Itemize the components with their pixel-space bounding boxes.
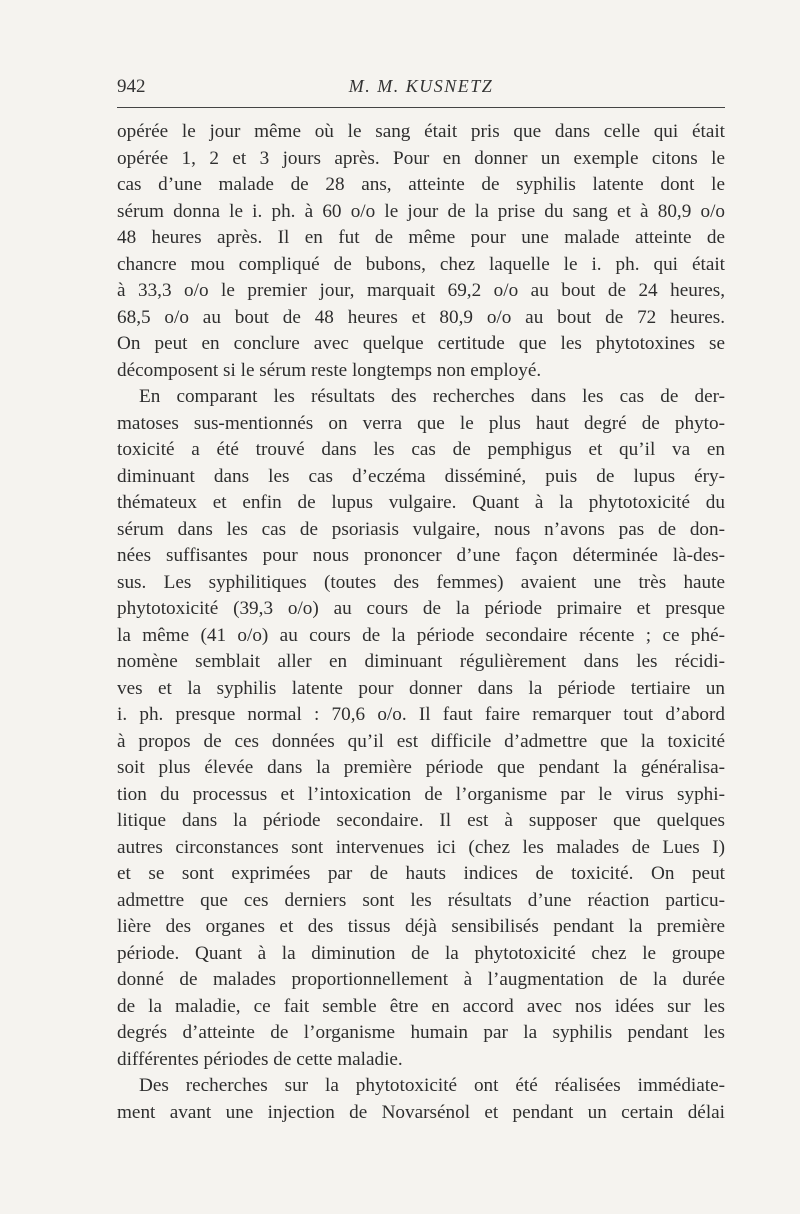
paragraph-1 [117, 119, 725, 384]
text-line: à 33,3 o/o le premier jour, marquait 69,2 o/o au bout de 24 heures, [117, 280, 725, 301]
text-line: admettre que ces derniers sont les résultats d’une réaction particu- [117, 889, 725, 911]
text-line: donné de malades proportionnellement à l’augmentation de la durée [117, 969, 725, 990]
text-line: degrés d’atteinte de l’organisme humain par la syphilis pendant les [117, 1022, 725, 1043]
text-line: opérée le jour même où le sang était pris que dans celle qui était [117, 121, 725, 142]
text-line: opérée 1, 2 et 3 jours après. Pour en donner un exemple citons le [117, 147, 725, 169]
text-line: soit plus élevée dans la première période que pendant la généralisa- [117, 757, 725, 778]
text-line: nées suffisantes pour nous prononcer d’une façon déterminée là-des- [117, 545, 725, 566]
text-line: En comparant les résultats des recherches dans les cas de der- [139, 386, 725, 407]
text-line: cas d’une malade de 28 ans, atteinte de syphilis latente dont le [117, 174, 725, 195]
text-line: chancre mou compliqué de bubons, chez laquelle le i. ph. qui était [117, 253, 725, 275]
text-line: litique dans la période secondaire. Il est à supposer que quelques [117, 810, 725, 831]
text-line: toxicité a été trouvé dans les cas de pemphigus et qu’il va en [117, 439, 725, 460]
paragraph-2 [117, 384, 725, 1073]
text-line: la même (41 o/o) au cours de la période secondaire récente ; ce phé- [117, 624, 725, 646]
text-line: Des recherches sur la phytotoxicité ont été réalisées immédiate- [139, 1075, 725, 1096]
text-line: lière des organes et des tissus déjà sensibilisés pendant la première [117, 916, 725, 937]
header-rule [117, 107, 725, 108]
text-line: autres circonstances sont intervenues ici (chez les malades de Lues I) [117, 836, 725, 858]
text-line: nomène semblait aller en diminuant régulièrement dans les récidi- [117, 651, 725, 672]
text-line: sus. Les syphilitiques (toutes des femmes) avaient une très haute [117, 571, 725, 593]
text-line: 48 heures après. Il en fut de même pour une malade atteinte de [117, 227, 725, 248]
running-title: M. M. KUSNETZ [348, 76, 494, 96]
text-line: 68,5 o/o au bout de 48 heures et 80,9 o/o au bout de 72 heures. [117, 306, 725, 328]
text-line: et se sont exprimées par de hauts indices de toxicité. On peut [117, 863, 725, 884]
text-line: thémateux et enfin de lupus vulgaire. Quant à la phytotoxicité du [117, 492, 725, 513]
text-line: matoses sus-mentionnés on verra que le plus haut degré de phyto- [117, 412, 725, 434]
text-line: ves et la syphilis latente pour donner dans la période tertiaire un [117, 677, 725, 699]
text-line: diminuant dans les cas d’eczéma disséminé, puis de lupus éry- [117, 465, 725, 487]
text-line: à propos de ces données qu’il est difficile d’admettre que la toxicité [117, 730, 725, 752]
text-line: sérum dans les cas de psoriasis vulgaire, nous n’avons pas de don- [117, 518, 725, 540]
text-line: tion du processus et l’intoxication de l’organisme par le virus syphi- [117, 783, 725, 805]
text-line: On peut en conclure avec quelque certitude que les phytotoxines se [117, 333, 725, 354]
paragraph-3 [117, 1073, 725, 1126]
text-line: phytotoxicité (39,3 o/o) au cours de la période primaire et presque [117, 598, 725, 619]
body-text [117, 119, 725, 1126]
text-line: sérum donna le i. ph. à 60 o/o le jour de la prise du sang et à 80,9 o/o [117, 200, 725, 222]
text-line: période. Quant à la diminution de la phytotoxicité chez le groupe [117, 942, 725, 964]
text-line: différentes périodes de cette maladie. [117, 1048, 403, 1070]
running-header [117, 76, 725, 102]
text-line: de la maladie, ce fait semble être en accord avec nos idées sur les [117, 995, 725, 1017]
page-number: 942 [117, 76, 146, 97]
text-line: i. ph. presque normal : 70,6 o/o. Il faut faire remarquer tout d’abord [117, 704, 725, 725]
text-line: ment avant une injection de Novarsénol et pendant un certain délai [117, 1101, 725, 1123]
text-line: décomposent si le sérum reste longtemps non employé. [117, 359, 542, 381]
